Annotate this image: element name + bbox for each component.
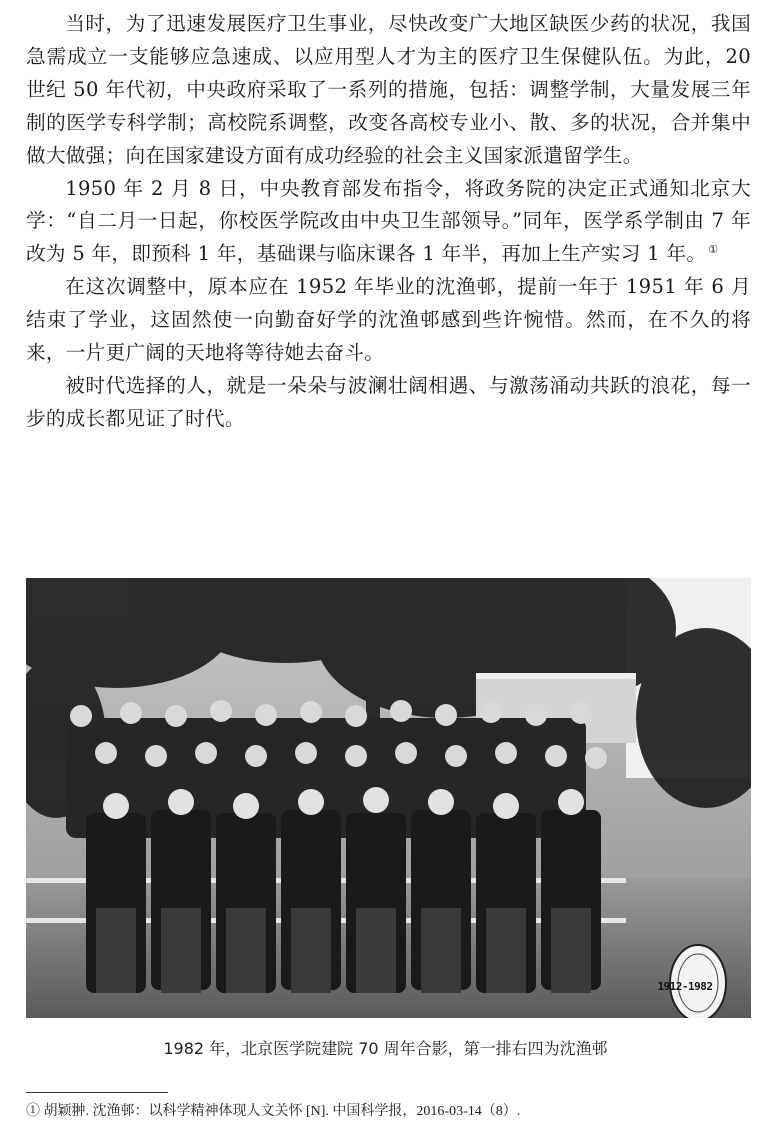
group-photo [26, 578, 751, 1018]
footnote: ① 胡颖翀. 沈渔邨：以科学精神体现人文关怀 [N]. 中国科学报，2016-03-14（8）. [26, 1104, 521, 1119]
stamp-years: 1912-1982 [657, 980, 713, 993]
footnote-divider [26, 1092, 168, 1093]
group-photo-image [26, 578, 751, 1018]
body-text [26, 8, 751, 436]
paragraph-2-text: 1950 年 2 月 8 日，中央教育部发布指令，将政务院的决定正式通知北京大学：“自二月一日起，你校医学院改由中央卫生部领导。”同年，医学系学制由 7 年改为 5 年，即预科 1 年，基础课与临床课各 1 年半，再加上生产实习 1 年。 [26, 176, 751, 266]
paragraph-3: 在这次调整中，原本应在 1952 年毕业的沈渔邨，提前一年于 1951 年 6 月结束了学业，这固然使一向勤奋好学的沈渔邨感到些许惋惜。然而，在不久的将来，一片更广阔的天地将等待她去奋斗。 [26, 275, 751, 365]
paragraph-2 [26, 173, 751, 272]
photo-caption: 1982 年，北京医学院建院 70 周年合影，第一排右四为沈渔邨 [163, 1039, 608, 1058]
paragraph-1: 当时，为了迅速发展医疗卫生事业，尽快改变广大地区缺医少药的状况，我国急需成立一支能够应急速成、以应用型人才为主的医疗卫生保健队伍。为此，20 世纪 50 年代初，中央政府采取了一系列的措施，包括：调整学制，大量发展三年制的医学专科学制；高校院系调整，改变各高校专业小、散、多的状况，合并集中做大做强；向在国家建设方面有成功经验的社会主义国家派遣留学生。 [26, 12, 751, 167]
paragraph-4: 被时代选择的人，就是一朵朵与波澜壮阔相遇、与激荡涌动共跃的浪花，每一步的成长都见证了时代。 [26, 373, 751, 430]
footnote-marker: ① [708, 242, 719, 256]
